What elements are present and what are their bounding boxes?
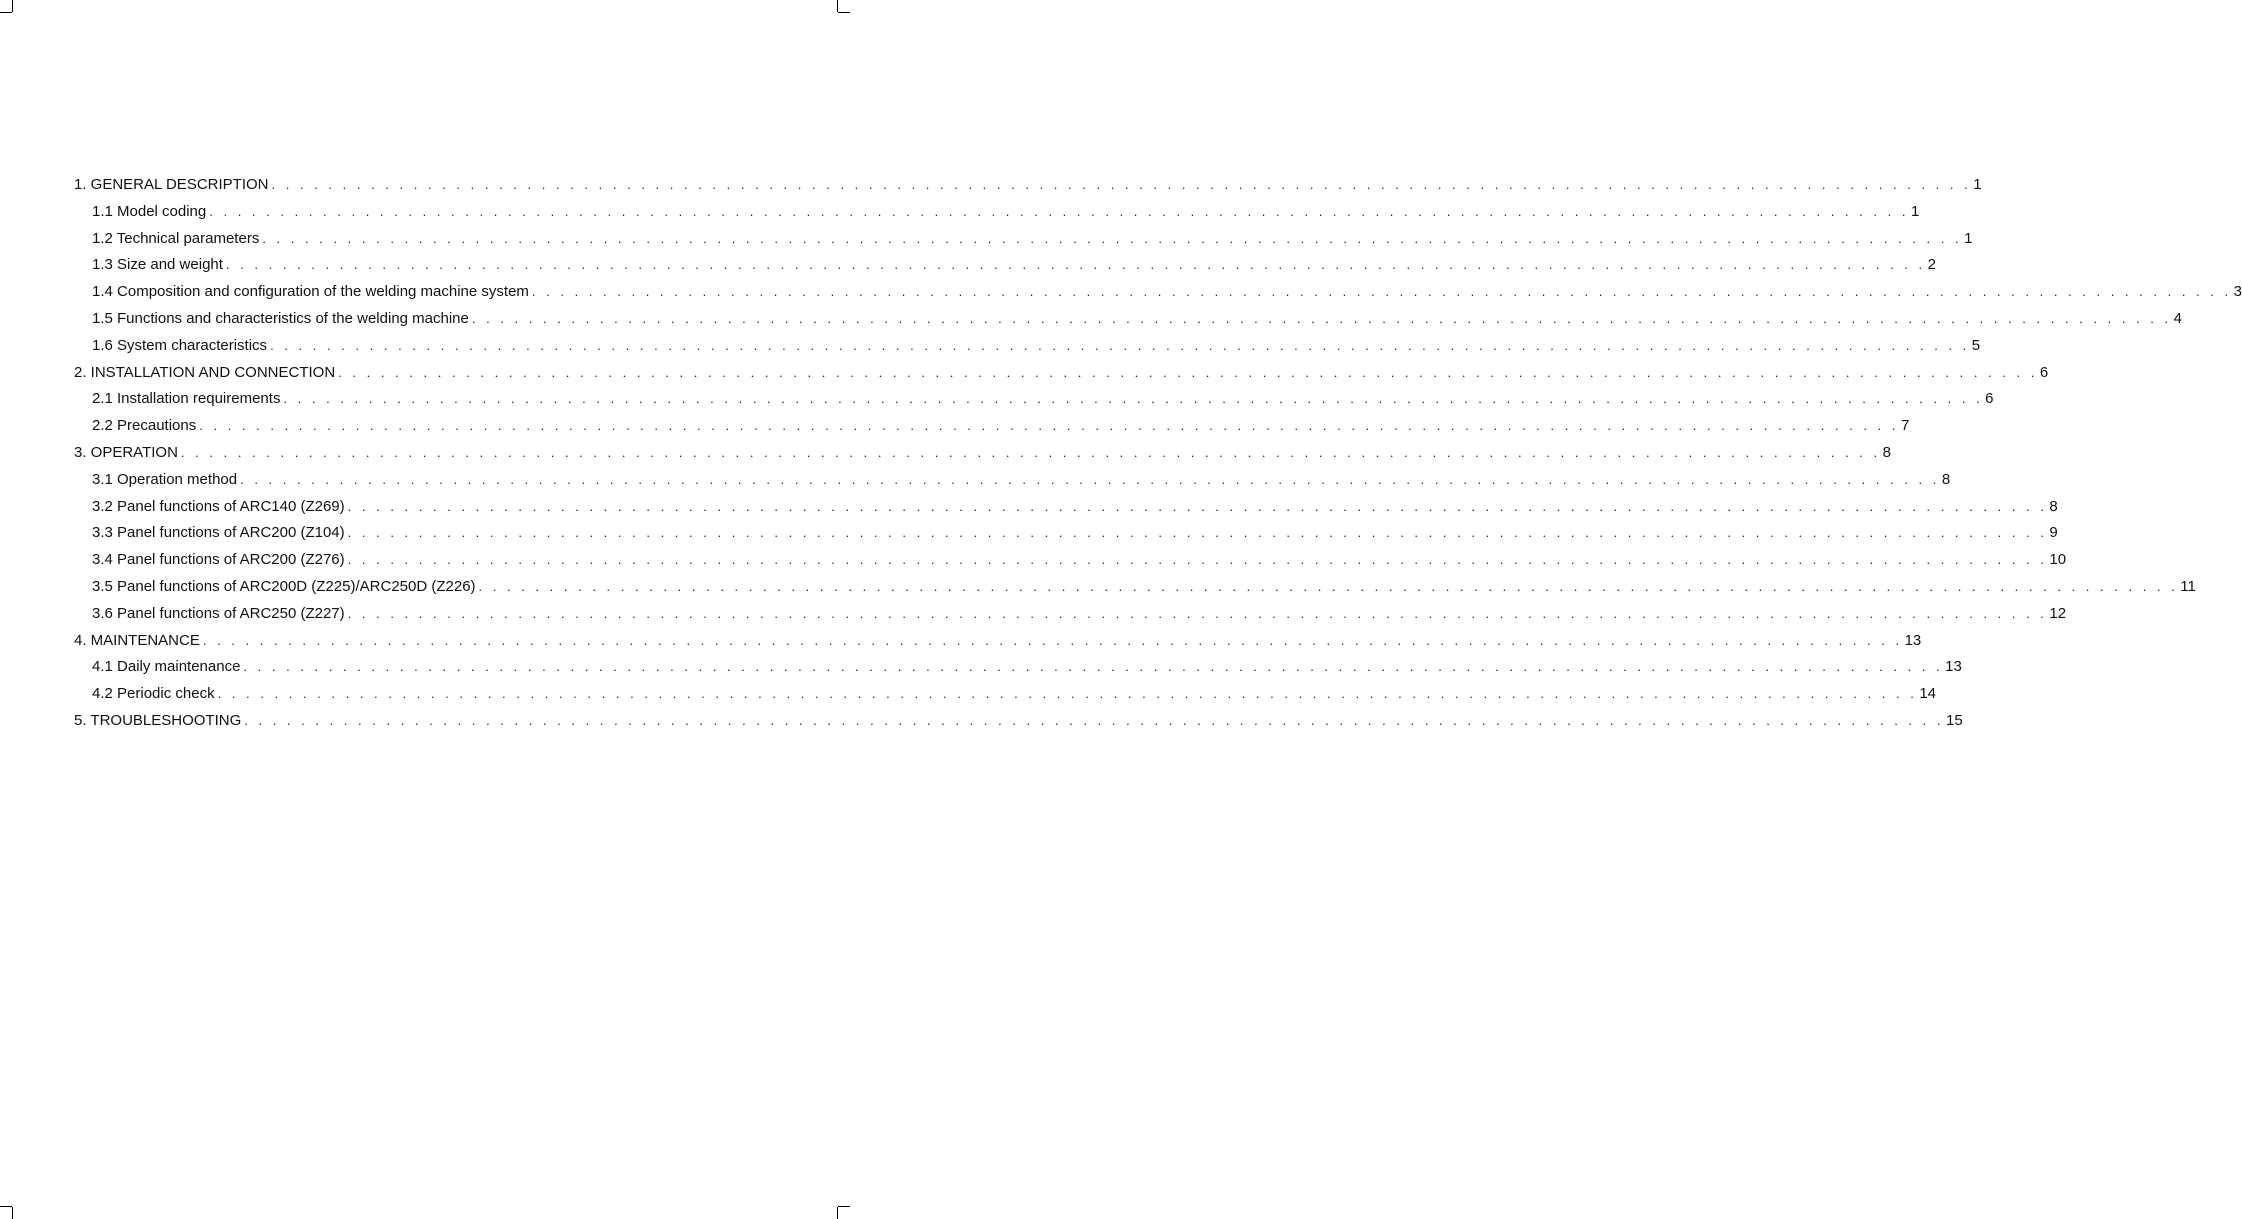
toc-entry-page-number: 1: [1964, 229, 1973, 247]
toc-entry-page-number: 1: [1973, 176, 1982, 193]
toc-dot-leader: . . . . . . . . . . . . . . . . . . . . . . . . . . . . . . . . . . . . . . . . . . . . . . . . . . . . . . . . . . . . . . . . . . . . . . . . . . . . . . . . . . . . . . . . . . . . . . . . . . . . . . . . . . . . . . . . . . . . . . . .: [199, 418, 1899, 434]
toc-entry[interactable]: [74, 440, 1891, 467]
toc-entry[interactable]: [74, 520, 2058, 547]
toc-entry-title: 1.1 Model coding: [92, 202, 207, 220]
toc-entry-title: 1.6 System characteristics: [92, 336, 268, 354]
toc-dot-leader: . . . . . . . . . . . . . . . . . . . . . . . . . . . . . . . . . . . . . . . . . . . . . . . . . . . . . . . . . . . . . . . . . . . . . . . . . . . . . . . . . . . . . . . . . . . . . . . . . . . . . . . . . . . . . . . . . . . . . . . .: [240, 471, 1940, 487]
toc-dot-leader: . . . . . . . . . . . . . . . . . . . . . . . . . . . . . . . . . . . . . . . . . . . . . . . . . . . . . . . . . . . . . . . . . . . . . . . . . . . . . . . . . . . . . . . . . . . . . . . . . . . . . . . . . . . . . . . . . . . . . . . .: [244, 712, 1944, 728]
toc-entry-page-number: 6: [1985, 390, 1994, 408]
toc-entry-title: 2.2 Precautions: [92, 417, 197, 435]
toc-entry[interactable]: [74, 601, 2067, 628]
toc-entry-title: 3.6 Panel functions of ARC250 (Z227): [92, 604, 345, 622]
toc-entry[interactable]: [74, 360, 2049, 387]
toc-dot-leader: . . . . . . . . . . . . . . . . . . . . . . . . . . . . . . . . . . . . . . . . . . . . . . . . . . . . . . . . . . . . . . . . . . . . . . . . . . . . . . . . . . . . . . . . . . . . . . . . . . . . . . . . . . . . . . . . . . . . . . . .: [531, 284, 2232, 300]
toc-entry[interactable]: [74, 681, 1936, 708]
toc-entry-page-number: 15: [1946, 711, 1963, 729]
toc-entry-title: 4.1 Daily maintenance: [92, 658, 241, 676]
toc-entry[interactable]: [74, 279, 2242, 306]
toc-entry-title: 1.4 Composition and configuration of the welding machine system: [92, 283, 529, 301]
toc-dot-leader: . . . . . . . . . . . . . . . . . . . . . . . . . . . . . . . . . . . . . . . . . . . . . . . . . . . . . . . . . . . . . . . . . . . . . . . . . . . . . . . . . . . . . . . . . . . . . . . . . . . . . . . . . . . . . . . . . . . . . . . .: [225, 257, 1926, 273]
toc-dot-leader: . . . . . . . . . . . . . . . . . . . . . . . . . . . . . . . . . . . . . . . . . . . . . . . . . . . . . . . . . . . . . . . . . . . . . . . . . . . . . . . . . . . . . . . . . . . . . . . . . . . . . . . . . . . . . . . . . . . . . . . .: [347, 605, 2048, 621]
toc-entry-title: 3.1 Operation method: [92, 470, 238, 488]
toc-entry-title: 3.5 Panel functions of ARC200D (Z225)/ARC250D (Z226): [92, 577, 476, 595]
toc-entry-page-number: 14: [1919, 685, 1936, 703]
toc-entry-page-number: 5: [1971, 336, 1981, 354]
toc-entry[interactable]: [74, 654, 1962, 681]
crop-mark-top-right: [838, 12, 850, 13]
toc-dot-leader: . . . . . . . . . . . . . . . . . . . . . . . . . . . . . . . . . . . . . . . . . . . . . . . . . . . . . . . . . . . . . . . . . . . . . . . . . . . . . . . . . . . . . . . . . . . . . . . . . . . . . . . . . . . . . . . . . . . . . . . .: [347, 525, 2048, 541]
toc-entry-page-number: 7: [1900, 417, 1910, 435]
toc-entry[interactable]: [74, 628, 1922, 655]
toc-entry-title: 3. OPERATION: [74, 443, 178, 461]
toc-entry-title: 3.4 Panel functions of ARC200 (Z276): [92, 551, 345, 569]
toc-dot-leader: . . . . . . . . . . . . . . . . . . . . . . . . . . . . . . . . . . . . . . . . . . . . . . . . . . . . . . . . . . . . . . . . . . . . . . . . . . . . . . . . . . . . . . . . . . . . . . . . . . . . . . . . . . . . . . . . . . . . . . . .: [471, 310, 2172, 326]
crop-mark-top-left: [12, 0, 13, 12]
crop-mark-bottom-right: [838, 1206, 850, 1207]
toc-entry-page-number: 6: [2039, 363, 2049, 381]
toc-entry[interactable]: [74, 547, 2067, 574]
toc-entry[interactable]: [74, 467, 1951, 494]
toc-entry[interactable]: [74, 333, 1981, 360]
table-of-contents: [74, 172, 2242, 735]
toc-entry-page-number: 8: [1882, 443, 1891, 461]
toc-entry-page-number: 4: [2173, 309, 2182, 327]
toc-dot-leader: . . . . . . . . . . . . . . . . . . . . . . . . . . . . . . . . . . . . . . . . . . . . . . . . . . . . . . . . . . . . . . . . . . . . . . . . . . . . . . . . . . . . . . . . . . . . . . . . . . . . . . . . . . . . . . . . . . . . . . . .: [478, 578, 2179, 594]
toc-dot-leader: . . . . . . . . . . . . . . . . . . . . . . . . . . . . . . . . . . . . . . . . . . . . . . . . . . . . . . . . . . . . . . . . . . . . . . . . . . . . . . . . . . . . . . . . . . . . . . . . . . . . . . . . . . . . . . . . . . . . . . . .: [202, 632, 1903, 648]
toc-entry-title: 4.2 Periodic check: [92, 685, 215, 703]
toc-entry-page-number: 3: [2233, 283, 2242, 301]
toc-dot-leader: . . . . . . . . . . . . . . . . . . . . . . . . . . . . . . . . . . . . . . . . . . . . . . . . . . . . . . . . . . . . . . . . . . . . . . . . . . . . . . . . . . . . . . . . . . . . . . . . . . . . . . . . . . . . . . . . . . . . . . . .: [209, 203, 1909, 219]
crop-mark-bottom-left: [0, 1206, 12, 1207]
toc-entry[interactable]: [74, 494, 2058, 521]
toc-dot-leader: . . . . . . . . . . . . . . . . . . . . . . . . . . . . . . . . . . . . . . . . . . . . . . . . . . . . . . . . . . . . . . . . . . . . . . . . . . . . . . . . . . . . . . . . . . . . . . . . . . . . . . . . . . . . . . . . . . . . . . . .: [283, 391, 1984, 407]
toc-entry-page-number: 11: [2180, 577, 2196, 595]
toc-entry-title: 1.3 Size and weight: [92, 256, 223, 274]
toc-dot-leader: . . . . . . . . . . . . . . . . . . . . . . . . . . . . . . . . . . . . . . . . . . . . . . . . . . . . . . . . . . . . . . . . . . . . . . . . . . . . . . . . . . . . . . . . . . . . . . . . . . . . . . . . . . . . . . . . . . . . . . . .: [347, 552, 2048, 568]
toc-entry[interactable]: [74, 708, 1963, 735]
toc-entry-page-number: 12: [2049, 604, 2067, 622]
crop-mark-top-left: [0, 12, 12, 13]
toc-entry[interactable]: [74, 199, 1920, 226]
toc-entry-page-number: 9: [2049, 524, 2058, 542]
toc-entry-page-number: 8: [2049, 497, 2058, 515]
toc-entry[interactable]: [74, 574, 2196, 601]
toc-entry-title: 1. GENERAL DESCRIPTION: [74, 176, 269, 193]
toc-entry-page-number: 13: [1945, 658, 1962, 676]
toc-entry[interactable]: [74, 226, 1973, 253]
toc-dot-leader: . . . . . . . . . . . . . . . . . . . . . . . . . . . . . . . . . . . . . . . . . . . . . . . . . . . . . . . . . . . . . . . . . . . . . . . . . . . . . . . . . . . . . . . . . . . . . . . . . . . . . . . . . . . . . . . . . . . . . . . .: [262, 230, 1963, 246]
toc-entry-page-number: 8: [1941, 470, 1951, 488]
toc-entry-page-number: 2: [1927, 256, 1936, 274]
toc-entry-page-number: 10: [2049, 551, 2067, 569]
toc-entry-title: 5. TROUBLESHOOTING: [74, 711, 242, 729]
toc-dot-leader: . . . . . . . . . . . . . . . . . . . . . . . . . . . . . . . . . . . . . . . . . . . . . . . . . . . . . . . . . . . . . . . . . . . . . . . . . . . . . . . . . . . . . . . . . . . . . . . . . . . . . . . . . . . . . . . . . . . . . . . .: [347, 498, 2048, 514]
toc-dot-leader: . . . . . . . . . . . . . . . . . . . . . . . . . . . . . . . . . . . . . . . . . . . . . . . . . . . . . . . . . . . . . . . . . . . . . . . . . . . . . . . . . . . . . . . . . . . . . . . . . . . . . . . . . . . . . . . . . . . . . . . .: [271, 177, 1972, 192]
toc-entry[interactable]: [74, 413, 1910, 440]
toc-entry-title: 1.5 Functions and characteristics of the welding machine: [92, 309, 469, 327]
crop-mark-bottom-left: [12, 1207, 13, 1219]
toc-entry-title: 2. INSTALLATION AND CONNECTION: [74, 363, 336, 381]
toc-entry-title: 3.3 Panel functions of ARC200 (Z104): [92, 524, 345, 542]
toc-entry[interactable]: [74, 386, 1994, 413]
toc-entry-title: 2.1 Installation requirements: [92, 390, 281, 408]
toc-entry-title: 1.2 Technical parameters: [92, 229, 260, 247]
toc-entry-page-number: 1: [1910, 202, 1920, 220]
toc-entry[interactable]: [74, 172, 1982, 199]
toc-dot-leader: . . . . . . . . . . . . . . . . . . . . . . . . . . . . . . . . . . . . . . . . . . . . . . . . . . . . . . . . . . . . . . . . . . . . . . . . . . . . . . . . . . . . . . . . . . . . . . . . . . . . . . . . . . . . . . . . . . . . . . . .: [338, 364, 2038, 380]
crop-mark-top-right: [837, 0, 838, 12]
toc-entry[interactable]: [74, 252, 1936, 279]
toc-entry-title: 3.2 Panel functions of ARC140 (Z269): [92, 497, 345, 515]
toc-dot-leader: . . . . . . . . . . . . . . . . . . . . . . . . . . . . . . . . . . . . . . . . . . . . . . . . . . . . . . . . . . . . . . . . . . . . . . . . . . . . . . . . . . . . . . . . . . . . . . . . . . . . . . . . . . . . . . . . . . . . . . . .: [217, 686, 1918, 702]
toc-entry[interactable]: [74, 306, 2182, 333]
toc-dot-leader: . . . . . . . . . . . . . . . . . . . . . . . . . . . . . . . . . . . . . . . . . . . . . . . . . . . . . . . . . . . . . . . . . . . . . . . . . . . . . . . . . . . . . . . . . . . . . . . . . . . . . . . . . . . . . . . . . . . . . . . .: [270, 337, 1970, 353]
toc-dot-leader: . . . . . . . . . . . . . . . . . . . . . . . . . . . . . . . . . . . . . . . . . . . . . . . . . . . . . . . . . . . . . . . . . . . . . . . . . . . . . . . . . . . . . . . . . . . . . . . . . . . . . . . . . . . . . . . . . . . . . . . .: [243, 659, 1944, 675]
toc-entry-page-number: 13: [1904, 631, 1922, 649]
toc-dot-leader: . . . . . . . . . . . . . . . . . . . . . . . . . . . . . . . . . . . . . . . . . . . . . . . . . . . . . . . . . . . . . . . . . . . . . . . . . . . . . . . . . . . . . . . . . . . . . . . . . . . . . . . . . . . . . . . . . . . . . . . .: [180, 444, 1881, 460]
toc-entry-title: 4. MAINTENANCE: [74, 631, 200, 649]
crop-mark-bottom-right: [837, 1207, 838, 1219]
